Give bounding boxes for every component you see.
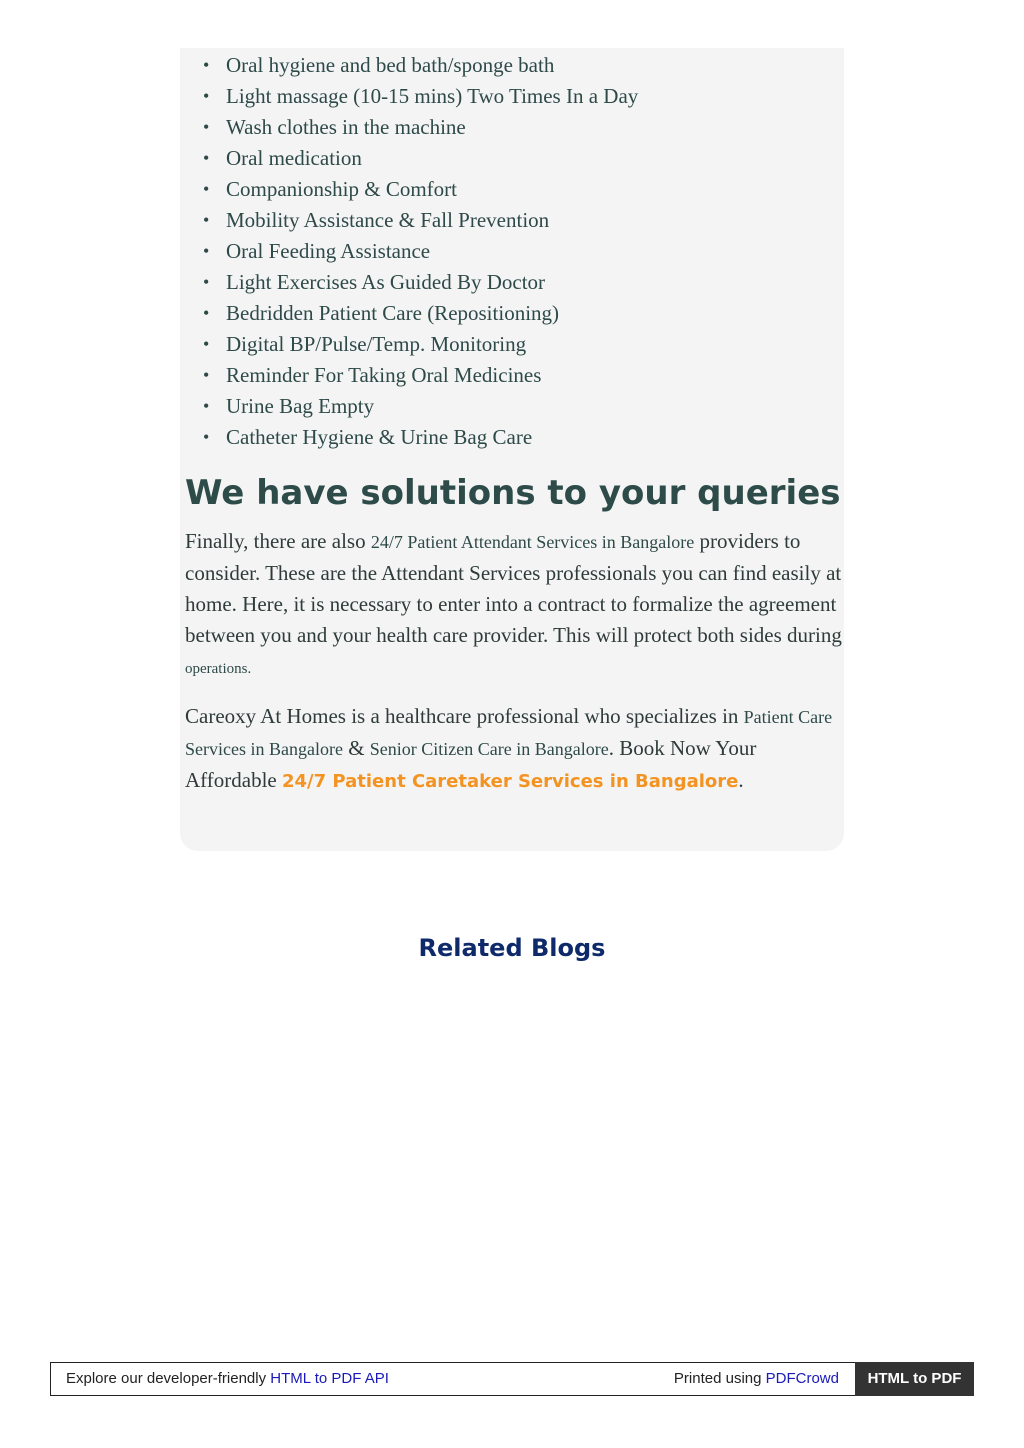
paragraph-text: Careoxy At Homes is a healthcare professional who specializes in — [185, 704, 744, 728]
paragraph-text: & — [342, 736, 370, 760]
bullet-icon: • — [203, 86, 210, 106]
bullet-icon: • — [203, 303, 210, 323]
bullet-icon: • — [203, 241, 210, 261]
bullet-icon: • — [203, 365, 210, 385]
list-item — [203, 267, 638, 298]
bullet-icon: • — [203, 427, 210, 447]
list-item — [203, 329, 638, 360]
bullet-icon: • — [203, 148, 210, 168]
html-to-pdf-button[interactable]: HTML to PDF — [855, 1362, 974, 1396]
bullet-icon: • — [203, 272, 210, 292]
bullet-icon: • — [203, 117, 210, 137]
paragraph-text: . — [738, 768, 744, 792]
senior-care-link[interactable]: Senior Citizen Care in Bangalore — [369, 739, 609, 759]
paragraph-text: . Book Now Your Affordable — [185, 736, 757, 792]
list-item — [203, 81, 638, 112]
list-item-text: Urine Bag Empty — [226, 394, 375, 418]
list-item — [203, 174, 638, 205]
list-item-text: Wash clothes in the machine — [226, 115, 466, 139]
related-blogs-title: Related Blogs — [418, 934, 606, 962]
list-item-text: Reminder For Taking Oral Medicines — [226, 363, 542, 387]
intro-paragraph — [185, 526, 845, 685]
bullet-icon: • — [203, 334, 210, 354]
list-item — [203, 112, 638, 143]
pdfcrowd-footer — [50, 1362, 974, 1396]
about-paragraph — [185, 701, 845, 797]
patient-care-link[interactable]: Patient Care Services in Bangalore — [185, 707, 833, 759]
list-item-text: Companionship & Comfort — [226, 177, 457, 201]
section-heading: We have solutions to your queries — [185, 473, 841, 513]
list-item — [203, 391, 638, 422]
bullet-icon: • — [203, 179, 210, 199]
list-item-text: Digital BP/Pulse/Temp. Monitoring — [226, 332, 527, 356]
list-item — [203, 50, 638, 81]
list-item — [203, 360, 638, 391]
pdfcrowd-link[interactable]: PDFCrowd — [765, 1370, 839, 1387]
list-item-text: Catheter Hygiene & Urine Bag Care — [226, 425, 533, 449]
paragraph-text: providers to consider. These are the Attendant Services professionals you can find easily at home. Here, it is necessary to enter into a contract to formalize the agreement between you and your health care provider. This will protect both sides during — [185, 529, 842, 647]
bullet-icon: • — [203, 55, 210, 75]
attendant-services-link[interactable]: 24/7 Patient Attendant Services in Bangalore — [370, 532, 695, 552]
footer-text: Explore our developer-friendly — [66, 1370, 271, 1387]
footer-text: Printed using — [673, 1370, 766, 1387]
paragraph-tail: operations. — [185, 661, 252, 677]
bullet-icon: • — [203, 396, 210, 416]
list-item-text: Light massage (10-15 mins) Two Times In a Day — [226, 84, 639, 108]
list-item — [203, 422, 638, 453]
caretaker-services-link[interactable]: 24/7 Patient Caretaker Services in Bangalore — [282, 771, 739, 792]
footer-right — [674, 1363, 839, 1395]
list-item-text: Mobility Assistance & Fall Prevention — [226, 208, 550, 232]
list-item-text: Bedridden Patient Care (Repositioning) — [226, 301, 560, 325]
list-item-text: Oral hygiene and bed bath/sponge bath — [226, 53, 555, 77]
list-item — [203, 236, 638, 267]
list-item-text: Oral medication — [226, 146, 362, 170]
footer-left — [66, 1363, 389, 1395]
list-item — [203, 205, 638, 236]
paragraph-text: Finally, there are also — [185, 529, 371, 553]
list-item-text: Oral Feeding Assistance — [226, 239, 431, 263]
list-item — [203, 298, 638, 329]
list-item — [203, 143, 638, 174]
features-list — [203, 50, 638, 453]
html-to-pdf-api-link[interactable]: HTML to PDF API — [270, 1370, 389, 1387]
bullet-icon: • — [203, 210, 210, 230]
list-item-text: Light Exercises As Guided By Doctor — [226, 270, 546, 294]
